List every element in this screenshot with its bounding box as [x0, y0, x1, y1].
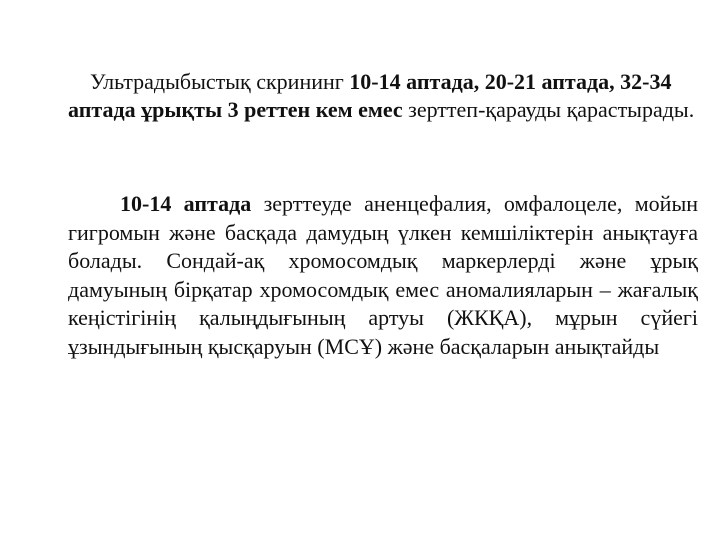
- paragraph-10-14-week-findings: [68, 190, 698, 361]
- paragraph1-intro: Ультрадыбыстық скрининг: [90, 69, 350, 94]
- paragraph-screening-schedule: [68, 68, 698, 124]
- paragraph2-weeks-bold: 10-14 аптада: [120, 191, 252, 216]
- paragraph2-body: зерттеуде аненцефалия, омфалоцеле, мойын гигромын және басқада дамудың үлкен кемшіліктерін анықтауға болады. Сондай-ақ хромосомдық маркерлерді және ұрық дамуының бірқатар хромосомдық емес аномалияларын – жағалық кеңістігінің қалыңдығының артуы (ЖКҚА), мұрын сүйегі ұзындығының қысқаруын (МСҰ) және басқаларын анықтайды: [68, 191, 699, 359]
- paragraph1-weeks-bold: 10-14 аптада, 20-21 аптада, 32-34 аптада ұрықты 3 реттен кем емес: [68, 69, 672, 122]
- paragraph1-ending: зерттеп-қарауды қарастырады.: [402, 97, 695, 122]
